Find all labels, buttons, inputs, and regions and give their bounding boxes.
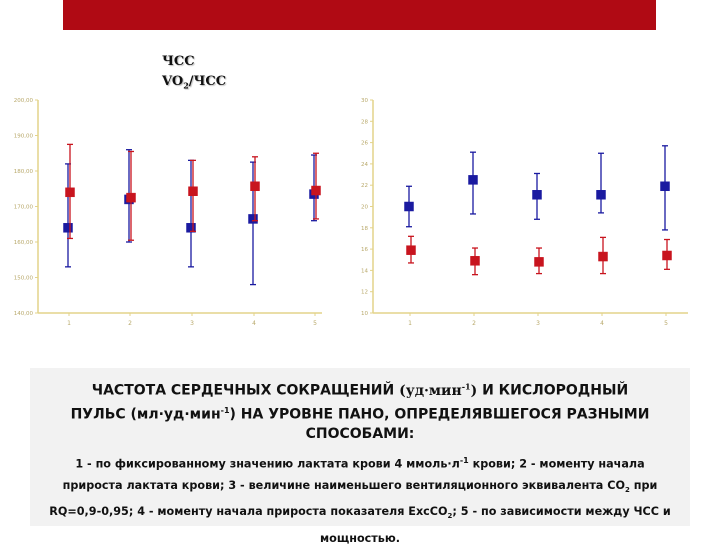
left-data-point (64, 223, 73, 232)
left-x-tick-label: 4 (252, 320, 256, 327)
left-x-tick-label: 5 (313, 320, 317, 327)
right-y-tick-label: 12 (361, 289, 368, 296)
left-y-tick-label: 200,00 (13, 98, 33, 104)
left-y-tick-label: 150,00 (13, 275, 33, 282)
left-y-tick-label: 160,00 (13, 240, 33, 246)
right-data-point (533, 190, 542, 199)
right-y-tick-label: 18 (361, 225, 368, 232)
left-data-point (249, 214, 258, 223)
left-y-tick-label: 190,00 (13, 133, 33, 140)
right-data-point (471, 256, 480, 265)
left-x-tick-label: 1 (67, 320, 71, 327)
caption-title: ЧАСТОТА СЕРДЕЧНЫХ СОКРАЩЕНИЙ (уд·мин$^{-1}$) И КИСЛОРОДНЫЙ ПУЛЬС (мл·уд·мин$^{-1}$) НА УРОВНЕ ПАНО, ОПРЕДЕЛЯВШЕГОСЯ РАЗНЫМИ СПОСОБАМИ: (70, 381, 650, 443)
right-y-tick-label: 16 (361, 247, 368, 254)
left-y-tick-label: 180,00 (13, 169, 33, 175)
right-x-tick-label: 1 (408, 320, 412, 327)
right-y-tick-label: 22 (361, 183, 368, 190)
right-data-point (405, 202, 414, 211)
right-data-point (407, 246, 416, 255)
right-data-point (597, 190, 606, 199)
right-data-point (661, 182, 670, 191)
right-x-tick-label: 4 (600, 320, 604, 327)
right-y-tick-label: 26 (361, 140, 368, 147)
caption-text: 1 - по фиксированному значению лактата крови 4 $ммоль\cdot л^{-1}$ крови; 2 - моменту начала прироста лактата крови; 3 - величине наименьшего вентиляционного эквивалента $СО_2$ при RQ=0,9-0,95; 4 - моменту начала прироста показателя ExcCO$_2$; 5 - по зависимости между ЧСС и мощностью. (49, 456, 671, 545)
left-data-point (189, 187, 198, 196)
right-data-point (599, 252, 608, 261)
left-y-tick-label: 140,00 (13, 311, 33, 317)
left-data-point (66, 188, 75, 197)
left-x-tick-label: 3 (190, 320, 194, 327)
right-data-point (469, 175, 478, 184)
right-data-point (663, 251, 672, 260)
right-data-point (535, 257, 544, 266)
left-y-tick-label: 170,00 (13, 204, 33, 211)
right-x-tick-label: 3 (536, 320, 540, 327)
right-x-tick-label: 2 (472, 320, 476, 327)
left-data-point (127, 193, 136, 202)
left-data-point (312, 186, 321, 195)
right-y-tick-label: 10 (361, 311, 368, 317)
left-data-point (251, 182, 260, 191)
right-x-tick-label: 5 (664, 320, 668, 327)
caption-box (30, 368, 690, 545)
legend-hr-label: ЧСС (162, 54, 195, 69)
chart-right-oxygen-pulse (361, 98, 688, 327)
right-y-tick-label: 24 (361, 161, 368, 168)
chart-left-heart-rate (14, 98, 322, 327)
right-y-tick-label: 28 (361, 119, 368, 126)
left-x-tick-label: 2 (128, 320, 132, 327)
legend-o2pulse-label: $VO_2$/ЧСС (162, 74, 227, 91)
right-y-tick-label: 14 (361, 268, 368, 275)
right-y-tick-label: 30 (361, 98, 368, 104)
right-y-tick-label: 20 (361, 204, 368, 211)
